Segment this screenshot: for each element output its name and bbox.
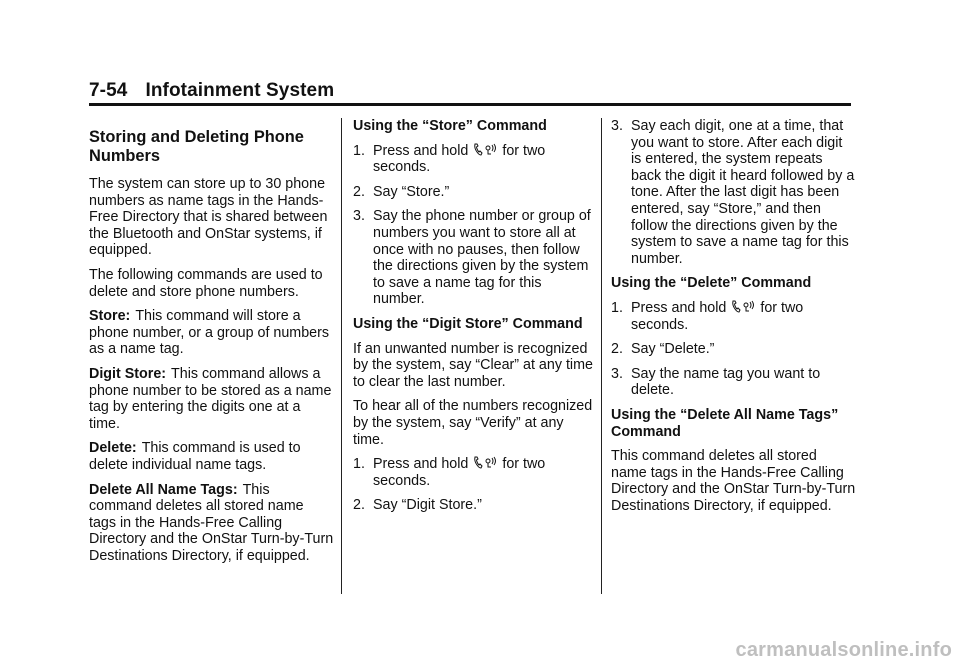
page-number: 7-54 [89, 80, 128, 101]
step-number: 3. [611, 118, 623, 134]
step-text: Say the phone number or group of numbers you want to store all at once with no pauses, then follow the directions given by the system to save a name tag for this number. [373, 208, 591, 308]
column-divider-left [341, 118, 342, 594]
voice-recognition-icon [743, 300, 755, 314]
store-heading: Using the “Store” Command [353, 118, 547, 134]
commands-intro: The following commands are used to delete and store phone numbers. [89, 266, 323, 300]
step-text: Press and hold [373, 142, 469, 159]
step-text: Say “Store.” [373, 183, 450, 200]
definition-delete-all [89, 482, 334, 565]
list-item [611, 341, 856, 358]
column-3 [611, 118, 856, 522]
step-number: 2. [611, 341, 623, 358]
step-text: Say the name tag you want to delete. [631, 365, 821, 399]
list-item [353, 143, 593, 176]
section-title: Storing and Deleting Phone Numbers [89, 128, 304, 165]
delete-heading: Using the “Delete” Command [611, 275, 812, 292]
digit-store-heading: Using the “Digit Store” Command [353, 315, 583, 332]
delete-all-paragraph: This command deletes all stored name tags in the Hands-Free Calling Directory and the OnStar Turn-by-Turn Destinations Directory, if equipped. [611, 448, 856, 514]
push-to-talk-icon [473, 143, 483, 157]
step-text: Press and hold [373, 456, 469, 473]
list-item [353, 184, 593, 201]
column-1 [89, 118, 334, 572]
step-text-end: for two seconds. [373, 456, 546, 489]
delete-all-heading: Using the “Delete All Name Tags” Command [611, 406, 839, 440]
definition-term: Store: [89, 308, 131, 325]
step-number: 3. [353, 208, 365, 225]
step-number: 1. [353, 456, 365, 473]
definition-text: This command deletes all stored name tags in the Hands-Free Calling Directory and the OnStar Turn-by-Turn Destinations Directory, if equipped. [89, 481, 334, 564]
step-number: 1. [353, 142, 365, 159]
push-to-talk-icon [731, 300, 741, 314]
list-item [353, 456, 593, 489]
list-item [353, 208, 593, 308]
definition-store [89, 308, 334, 358]
step-number: 2. [353, 497, 365, 514]
step-number: 3. [611, 365, 623, 382]
definition-term: Delete: [89, 440, 137, 457]
definition-text: This command allows a phone number to be stored as a name tag by entering the digits one at a time. [89, 365, 332, 432]
step-text-end: for two seconds. [373, 142, 546, 176]
step-number: 2. [353, 183, 365, 200]
step-text: Say “Digit Store.” [373, 497, 482, 514]
header-rule [89, 103, 851, 106]
step-text: Say “Delete.” [631, 341, 715, 358]
definition-text: This command is used to delete individual name tags. [89, 440, 301, 473]
column-divider-right [601, 118, 602, 594]
column-2 [353, 118, 593, 522]
step-number: 1. [611, 299, 623, 316]
definition-delete [89, 440, 334, 473]
list-item [611, 300, 856, 333]
voice-recognition-icon [485, 143, 497, 157]
watermark: carmanualsonline.info [735, 639, 952, 661]
step-text: Say each digit, one at a time, that you want to store. After each digit is entered, the system repeats back the digit it heard followed by a tone. After the last digit has been entered, say “Store,” and then follow the directions given by the system to save a name tag for this number. [631, 118, 855, 267]
step-text-end: for two seconds. [631, 299, 804, 333]
verify-paragraph: To hear all of the numbers recognized by the system, say “Verify” at any time. [353, 398, 593, 448]
voice-recognition-icon [485, 456, 497, 470]
definition-digit-store [89, 366, 334, 432]
list-item [353, 497, 593, 514]
clear-paragraph: If an unwanted number is recognized by the system, say “Clear” at any time to clear the last number. [353, 340, 593, 390]
push-to-talk-icon [473, 456, 483, 470]
definition-term: Digit Store: [89, 365, 167, 382]
definition-text: This command will store a phone number, or a group of numbers as a name tag. [89, 308, 330, 358]
list-item [611, 118, 856, 267]
chapter-title: Infotainment System [145, 80, 335, 101]
intro-paragraph: The system can store up to 30 phone numbers as name tags in the Hands-Free Directory that is shared between the Bluetooth and OnStar systems, if equipped. [89, 176, 328, 259]
page-header [89, 80, 334, 102]
definition-term: Delete All Name Tags: [89, 481, 238, 498]
list-item [611, 366, 856, 399]
step-text: Press and hold [631, 299, 727, 316]
